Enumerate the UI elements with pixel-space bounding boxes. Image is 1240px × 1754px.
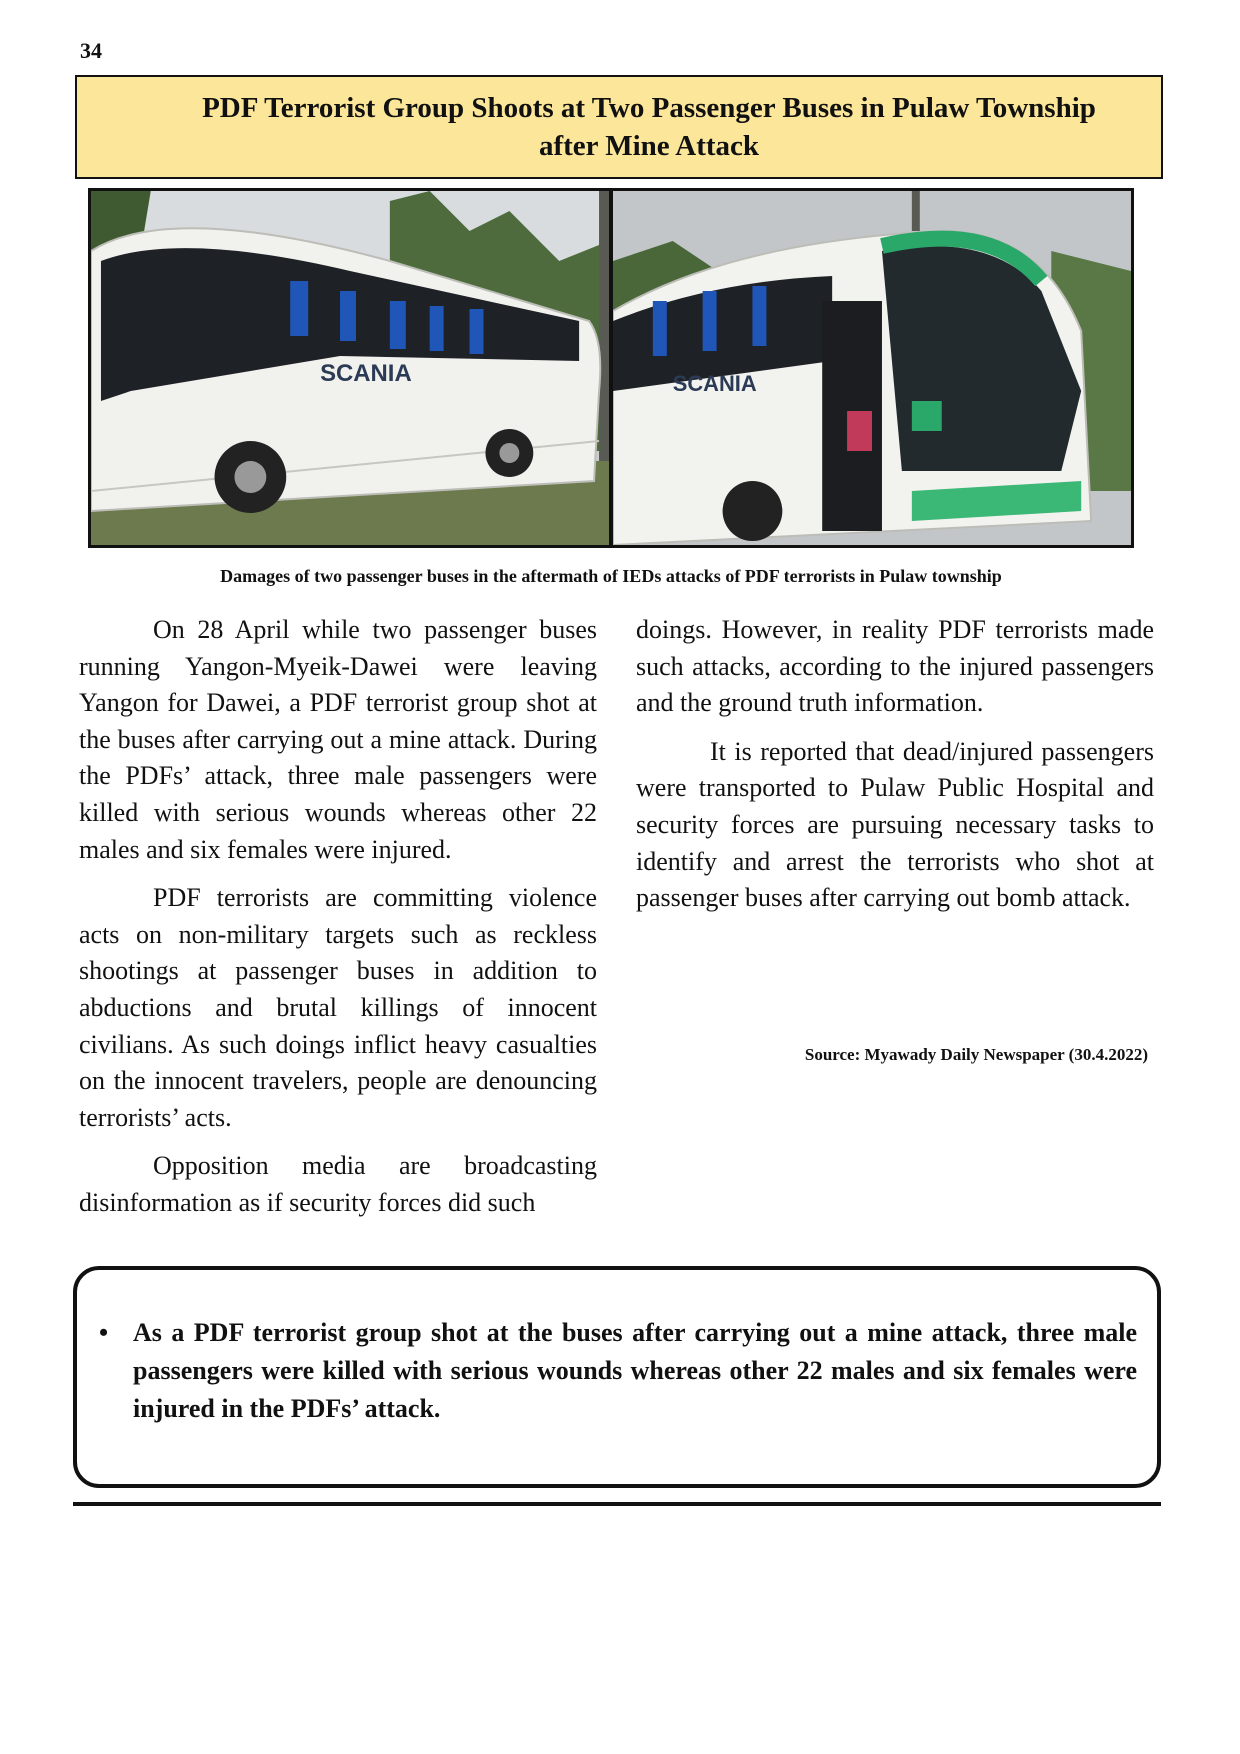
- bottom-rule: [73, 1502, 1161, 1506]
- paragraph: doings. However, in reality PDF terrorists made such attacks, according to the injured passengers and the ground truth information.: [636, 615, 1154, 718]
- paragraph: It is reported that dead/injured passengers were transported to Pulaw Public Hospital and security forces are pursuing necessary tasks to identify and arrest the terrorists who shot at passenger buses after carrying out bomb attack.: [636, 736, 1154, 913]
- summary-text: As a PDF terrorist group shot at the buses after carrying out a mine attack, three male passengers were killed with serious wounds whereas other 22 males and six females were injured in the PDFs’ attack.: [133, 1318, 1137, 1423]
- scania-logo-right: SCANIA: [672, 370, 757, 397]
- bus-front-image: [613, 191, 1131, 545]
- bus-photo-right: [613, 191, 1131, 545]
- photo-caption: Damages of two passenger buses in the aftermath of IEDs attacks of PDF terrorists in Pulaw township: [220, 566, 1002, 586]
- scania-logo-left: SCANIA: [320, 359, 412, 388]
- page-number: 34: [80, 38, 102, 63]
- summary-item: [99, 1314, 1137, 1428]
- bullet-icon: •: [99, 1318, 109, 1347]
- title-line-2: after Mine Attack: [538, 130, 760, 162]
- article-title: [75, 75, 1163, 179]
- source-note: Source: Myawady Daily Newspaper (30.4.2022): [804, 1045, 1148, 1064]
- article-column-left: [79, 612, 597, 1234]
- bus-photo-left: [91, 191, 609, 545]
- paragraph: On 28 April while two passenger buses running Yangon-Myeik-Dawei were leaving Yangon for Dawei, a PDF terrorist group shot at the buses after carrying out a mine attack. During the PDFs’ attack, three male passengers were killed with serious wounds whereas other 22 males and six females were injured.: [79, 615, 597, 864]
- summary-list: [99, 1314, 1137, 1428]
- paragraph: Opposition media are broadcasting disinformation as if security forces did such: [79, 1151, 597, 1217]
- photo-frame: [88, 188, 1134, 548]
- title-line-1: PDF Terrorist Group Shoots at Two Passenger Buses in Pulaw Township: [202, 92, 1096, 124]
- bus-side-image: [91, 191, 609, 545]
- summary-box: [73, 1266, 1161, 1488]
- article-column-right: [636, 612, 1154, 929]
- paragraph: PDF terrorists are committing violence acts on non-military targets such as reckless shootings at passenger buses in addition to abductions and brutal killings of innocent civilians. As such doings inflict heavy casualties on the innocent travelers, people are denouncing terrorists’ acts.: [79, 883, 597, 1132]
